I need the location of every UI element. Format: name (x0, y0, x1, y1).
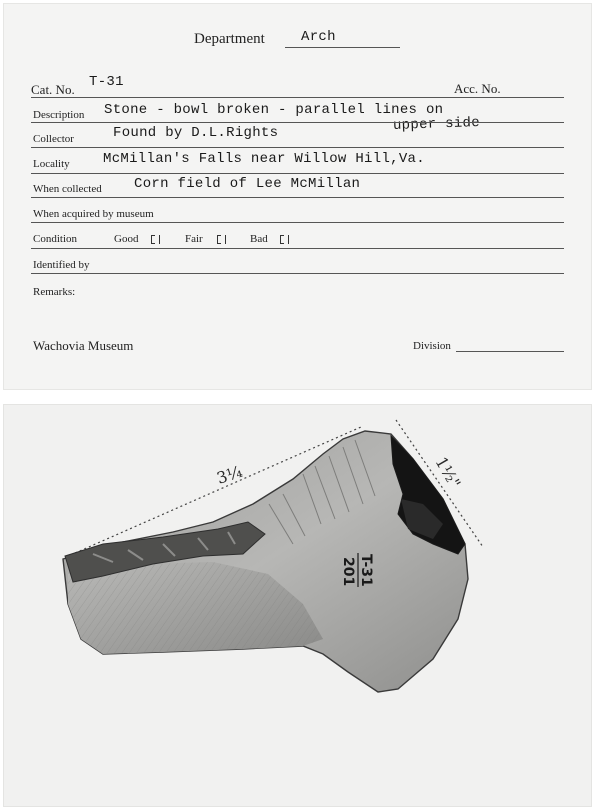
catalog-card (3, 3, 592, 390)
artifact-drawing-card (3, 404, 592, 807)
identified-by-line (31, 273, 564, 274)
condition-fair-checkbox[interactable] (217, 235, 226, 244)
when-acquired-line (31, 222, 564, 223)
description-line (31, 122, 564, 123)
description-label: Description (33, 109, 85, 121)
division-label: Division (413, 340, 451, 352)
when-collected-line (31, 197, 564, 198)
artifact-catalog-mark-top: T-31 (358, 554, 374, 587)
width-measurement: 1½" (431, 453, 465, 492)
locality-line (31, 173, 564, 174)
remarks-label: Remarks: (33, 286, 76, 298)
condition-line (31, 248, 564, 249)
condition-good-label: Good (114, 233, 139, 245)
when-collected-value: Corn field of Lee McMillan (134, 176, 361, 192)
condition-label: Condition (33, 233, 78, 245)
condition-bad-label: Bad (250, 233, 268, 245)
stone-bowl-fragment-drawing (3, 404, 592, 807)
acc-no-label: Acc. No. (454, 81, 501, 96)
cat-no-line (31, 97, 564, 98)
department-label: Department (194, 31, 265, 47)
collector-line (31, 147, 564, 148)
locality-label: Locality (33, 158, 70, 170)
description-value-continued: upper side (392, 114, 481, 134)
description-value: Stone - bowl broken - parallel lines on (104, 102, 444, 118)
condition-good-checkbox[interactable] (151, 235, 160, 244)
artifact-catalog-mark-bottom: 201 (340, 557, 356, 587)
condition-fair-label: Fair (185, 233, 203, 245)
cat-no-label: Cat. No. (31, 82, 75, 97)
collector-label: Collector (33, 133, 74, 145)
museum-name: Wachovia Museum (33, 338, 134, 353)
division-line (456, 351, 564, 352)
when-collected-label: When collected (33, 183, 102, 195)
collector-value: Found by D.L.Rights (113, 125, 279, 141)
locality-value: McMillan's Falls near Willow Hill,Va. (103, 151, 425, 167)
length-measurement: 3¼ (214, 461, 245, 488)
department-value: Arch (301, 29, 336, 45)
when-acquired-label: When acquired by museum (33, 208, 154, 220)
cat-no-value: T-31 (89, 74, 124, 90)
department-line (285, 47, 400, 48)
identified-by-label: Identified by (33, 259, 90, 271)
condition-bad-checkbox[interactable] (280, 235, 289, 244)
